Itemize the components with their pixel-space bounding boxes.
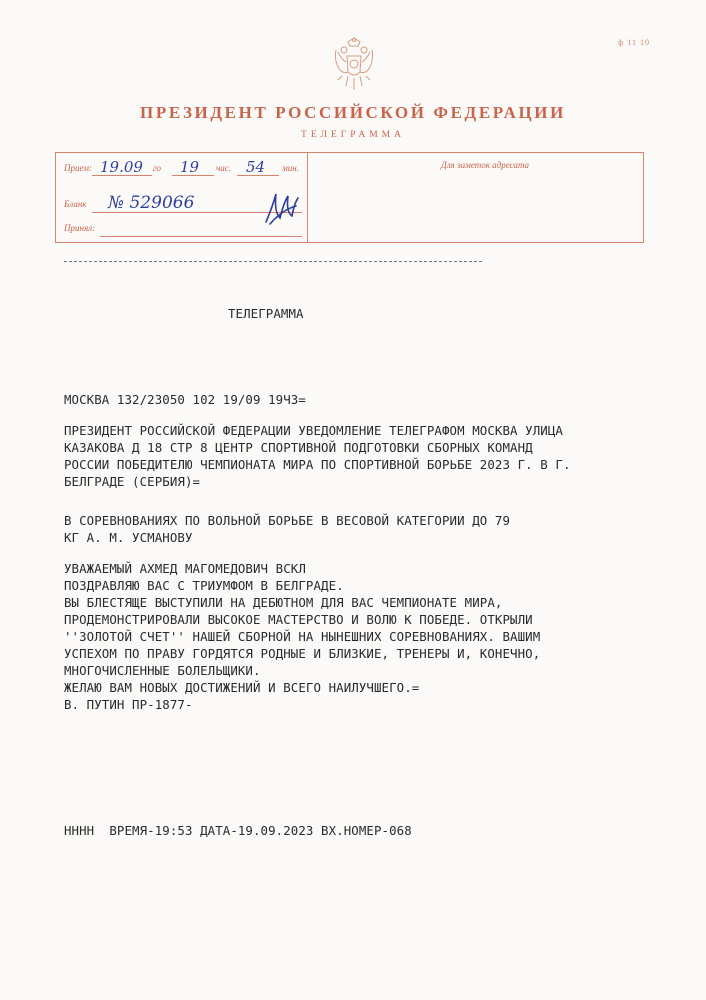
received-date-suffix: го	[153, 163, 162, 173]
signature-line: В. ПУТИН ПР-1877-	[64, 697, 193, 712]
body-line: ЖЕЛАЮ ВАМ НОВЫХ ДОСТИЖЕНИЙ И ВСЕГО НАИЛУЧШЕГО.=	[64, 680, 420, 695]
accepted-line	[100, 236, 302, 237]
document-subtitle: ТЕЛЕГРАММА	[301, 130, 405, 140]
address-line: БЕЛГРАДЕ (СЕРБИЯ)=	[64, 474, 201, 489]
telegram-heading: ТЕЛЕГРАММА	[228, 306, 304, 321]
received-hour-handwritten: 19	[180, 158, 200, 176]
blank-number-handwritten: № 529066	[108, 193, 195, 213]
body-line: ПРОДЕМОНСТРИРОВАЛИ ВЫСОКОЕ МАСТЕРСТВО И ВОЛЮ К ПОБЕДЕ. ОТКРЫЛИ	[64, 612, 533, 627]
document-title: ПРЕЗИДЕНТ РОССИЙСКОЙ ФЕДЕРАЦИИ	[140, 103, 566, 122]
address-line: ПРЕЗИДЕНТ РОССИЙСКОЙ ФЕДЕРАЦИИ УВЕДОМЛЕНИЕ ТЕЛЕГРАФОМ МОСКВА УЛИЦА	[64, 423, 563, 438]
recipient-line: КГ А. М. УСМАНОВУ	[64, 530, 193, 545]
form-code: ф 11 10	[618, 38, 650, 47]
coat-of-arms-icon	[330, 36, 378, 94]
address-block	[64, 422, 571, 490]
body-line: УСПЕХОМ ПО ПРАВУ ГОРДЯТСЯ РОДНЫЕ И БЛИЗКИЕ, ТРЕНЕРЫ И, КОНЕЧНО,	[64, 646, 541, 661]
body-line: ВЫ БЛЕСТЯЩЕ ВЫСТУПИЛИ НА ДЕБЮТНОМ ДЛЯ ВАС ЧЕМПИОНАТЕ МИРА,	[64, 595, 503, 610]
route-line: МОСКВА 132/23050 102 19/09 19Ч3=	[64, 392, 306, 407]
address-line: РОССИИ ПОБЕДИТЕЛЮ ЧЕМПИОНАТА МИРА ПО СПОРТИВНОЙ БОРЬБЕ 2023 Г. В Г.	[64, 457, 571, 472]
operator-signature-icon	[262, 188, 302, 228]
accepted-label: Принял:	[64, 223, 96, 233]
body-line: УВАЖАЕМЫЙ АХМЕД МАГОМЕДОВИЧ ВСКЛ	[64, 561, 306, 576]
body-line: ПОЗДРАВЛЯЮ ВАС С ТРИУМФОМ В БЕЛГРАДЕ.	[64, 578, 344, 593]
address-line: КАЗАКОВА Д 18 СТР 8 ЦЕНТР СПОРТИВНОЙ ПОДГОТОВКИ СБОРНЫХ КОМАНД	[64, 440, 533, 455]
body-line: ''ЗОЛОТОЙ СЧЕТ'' НАШЕЙ СБОРНОЙ НА НЫНЕШНИХ СОРЕВНОВАНИЯХ. ВАШИМ	[64, 629, 541, 644]
notes-label: Для заметок адресата	[441, 160, 529, 170]
form-divider	[307, 152, 308, 243]
minutes-label: мин.	[282, 163, 299, 173]
received-label: Прием:	[64, 163, 93, 173]
blank-label: Бланк	[64, 199, 87, 209]
transmission-footer: НННН ВРЕМЯ-19:53 ДАТА-19.09.2023 ВХ.НОМЕР-068	[64, 823, 412, 838]
received-minutes-handwritten: 54	[246, 158, 266, 176]
received-date-handwritten: 19.09	[100, 158, 143, 176]
recipient-line: В СОРЕВНОВАНИЯХ ПО ВОЛЬНОЙ БОРЬБЕ В ВЕСОВОЙ КАТЕГОРИИ ДО 79	[64, 513, 511, 528]
message-body	[64, 560, 540, 713]
dashed-separator	[64, 261, 482, 262]
hour-label: час.	[216, 163, 232, 173]
body-line: МНОГОЧИСЛЕННЫЕ БОЛЕЛЬЩИКИ.	[64, 663, 261, 678]
recipient-block	[64, 512, 510, 546]
